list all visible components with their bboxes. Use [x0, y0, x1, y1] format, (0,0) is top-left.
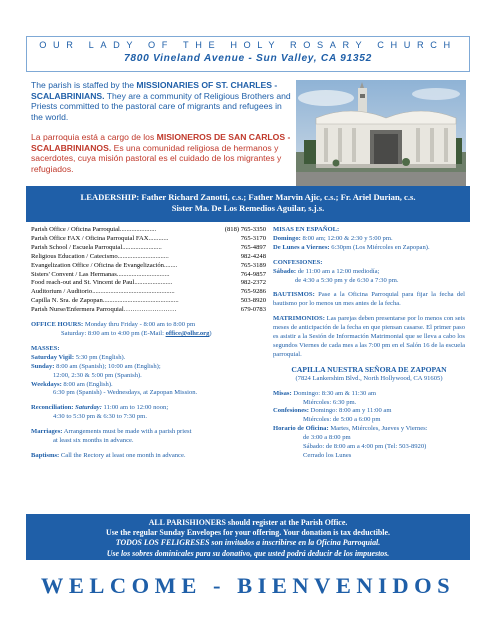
misas-domingo: Domingo: 8:00 am; 12:00 & 2:30 y 5:00 pm.: [273, 234, 393, 242]
zapopan-title: CAPILLA NUESTRA SEÑORA DE ZAPOPAN: [291, 364, 447, 374]
directory-row: Evangelization Office / Oficina de Evangelización ........ 765-3189: [31, 261, 266, 269]
masses-line: Sunday: 8:00 am (Spanish); 10:00 am (English);: [31, 362, 161, 370]
church-address: 7800 Vineland Avenue - Sun Valley, CA 91352: [124, 53, 372, 64]
confesiones-sabado: Sábado: de 11:00 am a 12:00 mediodía;: [273, 267, 380, 275]
masses-line: 6:30 pm (Spanish) - Wednesdays, at Zapopan Mission.: [53, 389, 198, 397]
office-hours-saturday: Saturday: 8:00 am to 4:00 pm (E-Mail: office@olhr.org): [61, 329, 212, 337]
directory-row: Food reach-out and St. Vincent de Paul ....................... 982-2372: [31, 279, 266, 287]
email-link[interactable]: office@olhr.org: [165, 329, 210, 337]
footer-line4: Use los sobres dominicales para su donativo, que usted podrá deducir de los impuestos.: [106, 548, 390, 558]
intro-spanish: La parroquia está a cargo de los MISIONEROS DE SAN CARLOS - SCALABRINIANOS. Es una comunidad religiosa de hermanos y sacerdotes, cuya misión pastoral es el cuidado de los migrantes y refugiados.: [31, 132, 291, 174]
directory-row: Parish Office FAX / Oficina Parroquial FAX ............ 765-3170: [31, 234, 266, 242]
leadership-line2: Sister Ma. De Los Remedios Aguilar, s.j.s.: [171, 203, 325, 213]
directory-row: Parish School / Escuela Parroquial ........................ 765-4897: [31, 243, 266, 251]
left-column: [31, 226, 266, 461]
zapopan-confesiones-miercoles: Miércoles: de 5:00 a 6:00 pm: [303, 416, 381, 424]
zapopan-address: (7824 Lankershim Blvd., North Hollywood, CA 91605): [295, 374, 443, 382]
footer-line3: TODOS LOS FELIGRESES son invitados a inscribirse en la Oficina Parroquial.: [115, 538, 381, 548]
matrimonios: MATRIMONIOS: Las parejas deben presentarse por lo menos con seis meses de anticipación de la fecha en que piensan casarse. El primer paso es asistir a la Sesión de Información Matrimonial que se lleva a cabo los segundos Viernes de cada mes a las 7:00 pm en el Salón 16 de la escuela parroquial.: [273, 315, 465, 358]
masses-line: Saturday Vigil: 5:30 pm (English).: [31, 353, 126, 361]
zapopan-misas: Misas: Domingo: 8:30 am & 11:30 am: [273, 389, 377, 397]
directory-row: Auditorium / Auditorio .................................................. 765-9286: [31, 288, 266, 296]
footer-text: [26, 518, 470, 559]
reconciliation-times: 4:30 to 5:30 pm & 6:30 to 7:30 pm.: [53, 413, 147, 421]
welcome-banner: WELCOME - BIENVENIDOS: [40, 573, 456, 598]
bautismos: BAUTISMOS: Pase a la Oficina Parroquial para fijar la fecha del bautismo por lo menos un mes antes de la fecha.: [273, 291, 465, 308]
zapopan-horario-line: Cerrado los Lunes: [303, 451, 352, 459]
footer-line2: Use the regular Sunday Envelopes for your offering. Your donation is tax deductible.: [106, 528, 390, 538]
directory-row: Parish Nurse/Enfermera Parroquial …………………… 679-0783: [31, 306, 266, 314]
reconciliation: Reconciliation: Saturday: 11:00 am to 12:00 noon;: [31, 404, 169, 412]
church-photo: [296, 80, 466, 187]
leadership-line1: LEADERSHIP: Father Richard Zanotti, c.s.; Father Marvin Ajic, c.s.; Fr. Ariel Durian, c.s.: [80, 192, 416, 202]
masses-title: MASSES:: [31, 344, 60, 352]
directory-row: Parish Office / Oficina Parroquial ...................... (818) 765-3350: [31, 226, 266, 233]
directory-row: Capilla N. Sra. de Zapopan .............................................. 503-8920: [31, 297, 266, 305]
office-hours: OFFICE HOURS: Monday thru Friday - 8:00 am to 8:00 pm: [31, 321, 196, 329]
misas-title: MISAS EN ESPAÑOL:: [273, 226, 340, 233]
right-column: [273, 226, 465, 461]
zapopan-horario-line: Sábado: de 8:00 am a 4:00 pm (Tel: 503-8920): [303, 443, 427, 451]
baptisms: Baptisms: Call the Rectory at least one month in advance.: [31, 451, 186, 459]
footer-line1: ALL PARISHIONERS should register at the Parish Office.: [148, 518, 348, 527]
church-name: OUR LADY OF THE HOLY ROSARY CHURCH: [39, 40, 457, 50]
confesiones-title: CONFESIONES:: [273, 258, 323, 266]
masses-line: Weekdays: 8:00 am (English).: [31, 380, 113, 388]
misas-semana: De Lunes a Viernes: 6:30pm (Los Miércoles en Zapopan).: [273, 243, 430, 251]
directory-row: Religious Education / Catecismo ............................... 982-4248: [31, 252, 266, 260]
masses-line: 12:00, 2:30 & 5:00 pm (Spanish).: [53, 371, 142, 379]
intro-english: The parish is staffed by the MISSIONARIES OF ST. CHARLES - SCALABRINIANS. They are a community of Religious Brothers and Priests committed to the pastoral care of migrants and refugees in the world.: [31, 80, 291, 122]
directory-row: Sisters' Convent / Las Hermanas ................................ 764-9857: [31, 270, 266, 278]
confesiones-tarde: de 4:30 a 5:30 pm y de 6:30 a 7:30 pm.: [295, 276, 399, 284]
marriages-advance: at least six months in advance.: [53, 437, 134, 445]
leadership-text: [26, 192, 470, 214]
zapopan-horario-line: de 3:00 a 8:00 pm: [303, 434, 351, 442]
zapopan-confesiones: Confesiones: Domingo: 8:00 am y 11:00 am: [273, 407, 392, 415]
zapopan-horario: Horario de Oficina: Martes, Miércoles, Jueves y Viernes:: [273, 425, 428, 433]
zapopan-misas-miercoles: Miércoles: 6:30 pm.: [303, 398, 357, 406]
marriages: Marriages: Arrangements must be made with a parish priest: [31, 428, 192, 436]
